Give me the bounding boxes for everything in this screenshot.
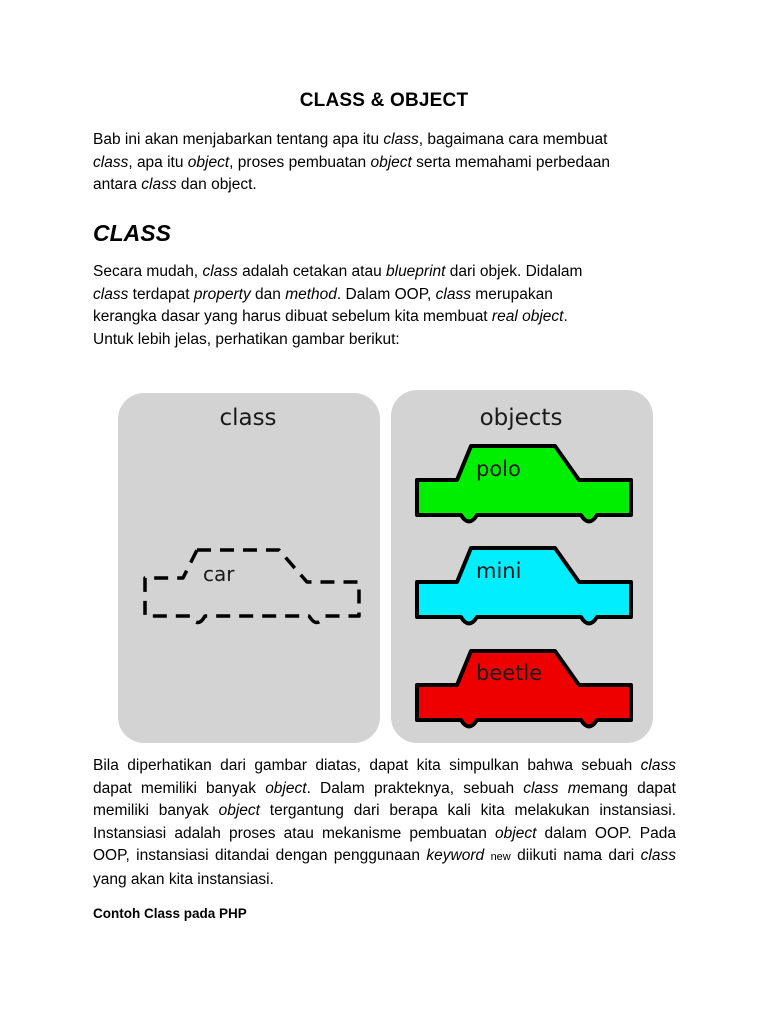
- keyword-code: new: [490, 851, 511, 863]
- text-run: , apa itu: [128, 153, 188, 171]
- page-title: CLASS & OBJECT: [299, 90, 469, 111]
- car-polo-label: polo: [476, 457, 521, 481]
- italic-term: property: [193, 285, 251, 303]
- italic-term: object: [265, 779, 307, 797]
- text-run: Bab ini akan menjabarkan tentang apa itu: [93, 131, 384, 148]
- italic-term: class: [93, 285, 129, 303]
- objects-panel-label: objects: [479, 405, 563, 431]
- text-run: Untuk lebih jelas, perhatikan gambar berikut:: [93, 330, 400, 348]
- text-run: dari objek. Didalam: [445, 263, 583, 280]
- text-run: merupakan: [471, 285, 553, 303]
- text-run: , bagaimana cara membuat: [418, 131, 608, 148]
- italic-term: object: [495, 824, 537, 842]
- text-run: antara: [93, 176, 142, 193]
- italic-term: class: [435, 285, 471, 303]
- text-run: , proses pembuatan: [229, 153, 371, 171]
- italic-term: class: [383, 131, 419, 148]
- text-run: terdapat: [128, 285, 194, 303]
- class-panel: [118, 393, 380, 743]
- italic-term: object: [370, 153, 412, 171]
- conclusion-paragraph: [93, 755, 676, 891]
- italic-term: m: [567, 779, 581, 797]
- italic-term: class: [141, 176, 177, 193]
- class-paragraph: [93, 261, 676, 351]
- text-run: emang dapat memiliki banyak: [93, 779, 676, 819]
- text-run: . Dalam OOP,: [336, 285, 436, 303]
- italic-term: real object: [491, 308, 564, 325]
- intro-paragraph: [93, 129, 676, 197]
- text-run: serta memahami perbedaan: [411, 153, 611, 171]
- italic-term: object: [218, 802, 260, 819]
- italic-term: class: [93, 153, 129, 171]
- text-run: dalam OOP. Pada OOP, instansiasi ditandai dengan penggunaan: [93, 824, 676, 864]
- code-example-caption: Contoh Class pada PHP: [93, 906, 247, 921]
- figure-svg: [115, 388, 657, 743]
- text-run: diikuti nama dari: [510, 847, 641, 864]
- text-run: .: [563, 308, 568, 325]
- text-run: dan: [250, 285, 286, 303]
- text-run: . Dalam prakteknya, sebuah: [306, 779, 524, 797]
- text-run: Bila diperhatikan dari gambar diatas, dapat kita simpulkan bahwa sebuah: [93, 757, 641, 774]
- italic-term: class: [640, 757, 676, 774]
- template-car-label: car: [203, 562, 235, 586]
- italic-term: class: [640, 847, 676, 864]
- italic-term: blueprint: [386, 263, 446, 280]
- text-run: kerangka dasar yang harus dibuat sebelum kita membuat: [93, 308, 492, 325]
- text-run: tergantung dari berapa kali kita melakukan instansiasi. Instansiasi adalah proses atau mekanisme pembuatan: [93, 802, 676, 842]
- car-beetle-label: beetle: [476, 661, 543, 685]
- italic-term: method: [285, 285, 337, 303]
- text-run: Secara mudah,: [93, 263, 203, 280]
- text-run: [559, 780, 568, 797]
- text-run: dapat memiliki banyak: [93, 779, 266, 797]
- text-run: adalah cetakan atau: [237, 263, 386, 280]
- italic-term: class: [523, 779, 559, 797]
- car-mini-label: mini: [476, 559, 522, 583]
- text-run: dan object.: [176, 176, 257, 193]
- text-run: yang akan kita instansiasi.: [93, 870, 274, 888]
- class-objects-figure: [115, 388, 657, 743]
- italic-term: keyword: [426, 847, 485, 864]
- italic-term: object: [187, 153, 230, 171]
- class-panel-label: class: [219, 405, 277, 431]
- italic-term: class: [202, 263, 238, 280]
- section-heading-class: CLASS: [93, 220, 171, 246]
